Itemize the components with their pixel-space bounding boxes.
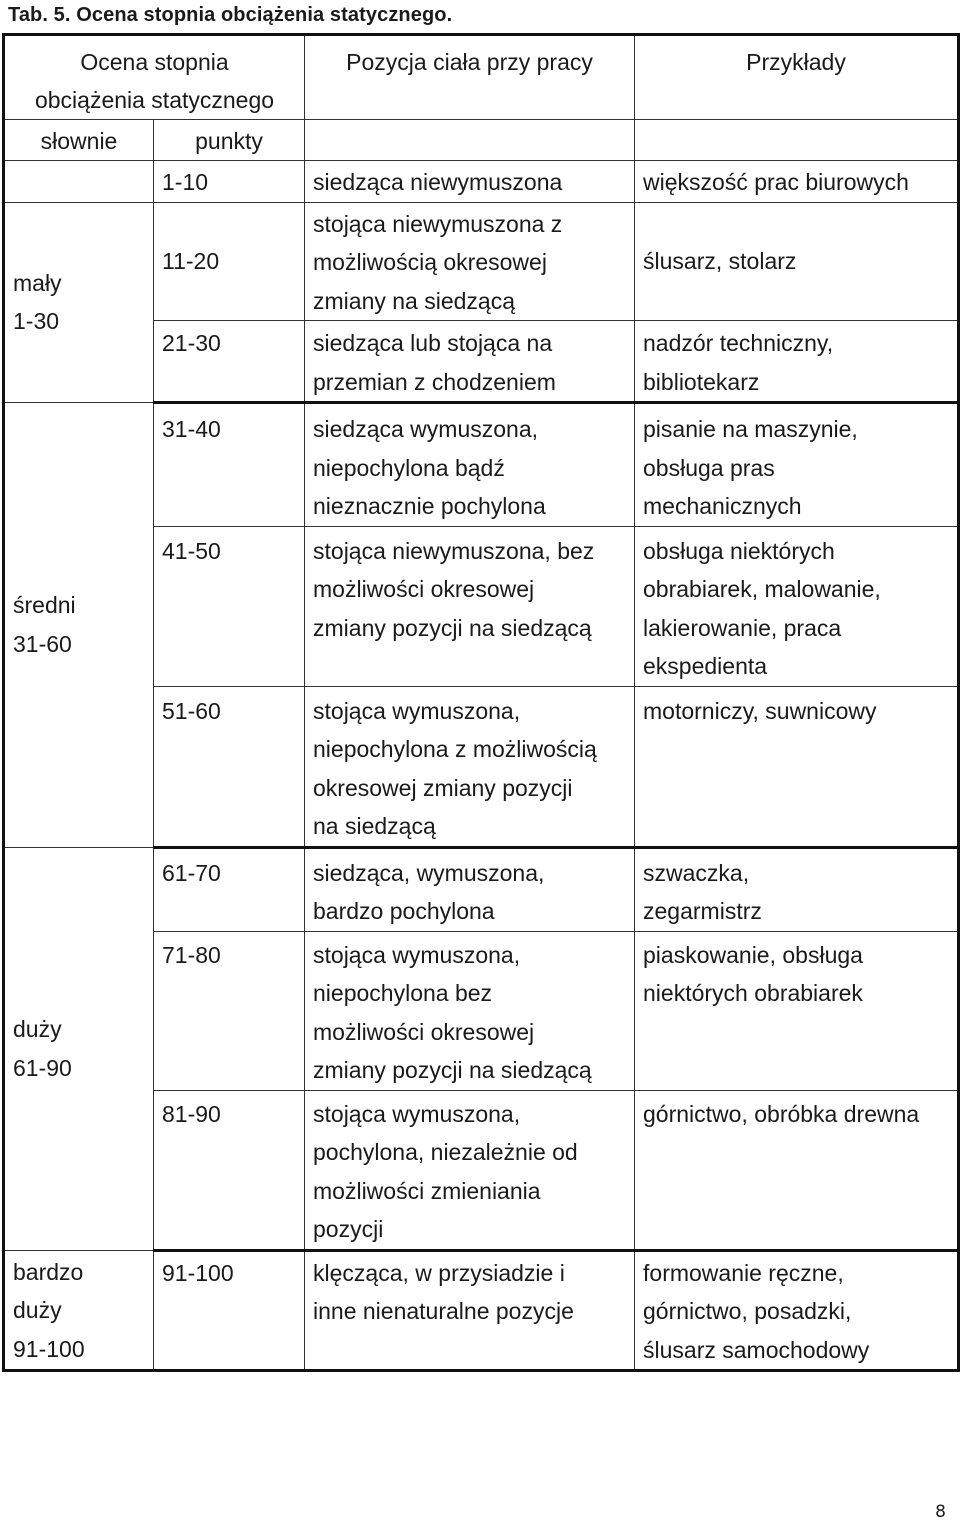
header-empty-position <box>305 120 635 161</box>
points-cell: 61-70 <box>154 847 305 931</box>
examples-cell: nadzór techniczny, bibliotekarz <box>635 321 959 403</box>
position-cell: stojąca wymuszona, niepochylona z możliwością okresowej zmiany pozycji na siedzącą <box>305 686 635 847</box>
header-position: Pozycja ciała przy pracy <box>305 35 635 120</box>
points-cell: 1-10 <box>154 161 305 203</box>
examples-cell: większość prac biurowych <box>635 161 959 203</box>
points-cell: 71-80 <box>154 931 305 1090</box>
empty-level-cell <box>4 161 154 203</box>
position-cell: stojąca niewymuszona z możliwością okresowej zmiany na siedzącą <box>305 202 635 321</box>
position-cell: stojąca niewymuszona, bez możliwości okresowej zmiany pozycji na siedzącą <box>305 526 635 686</box>
table-caption: Tab. 5. Ocena stopnia obciążenia statycznego. <box>8 4 453 26</box>
header-points: punkty <box>154 120 305 161</box>
level-cell-small: mały 1-30 <box>4 202 154 403</box>
examples-cell: pisanie na maszynie, obsługa pras mechanicznych <box>635 403 959 527</box>
static-load-table <box>2 33 960 1372</box>
level-cell-large: duży 61-90 <box>4 847 154 1250</box>
position-cell: stojąca wymuszona, pochylona, niezależnie od możliwości zmieniania pozycji <box>305 1090 635 1250</box>
position-cell: klęcząca, w przysiadzie i inne nienaturalne pozycje <box>305 1250 635 1371</box>
position-cell: siedząca wymuszona, niepochylona bądź nieznacznie pochylona <box>305 403 635 527</box>
examples-cell: motorniczy, suwnicowy <box>635 686 959 847</box>
position-cell: siedząca lub stojąca na przemian z chodzeniem <box>305 321 635 403</box>
examples-cell: obsługa niektórych obrabiarek, malowanie, lakierowanie, praca ekspedienta <box>635 526 959 686</box>
header-empty-examples <box>635 120 959 161</box>
header-rating: Ocena stopnia obciążenia statycznego <box>4 35 305 120</box>
header-verbal: słownie <box>4 120 154 161</box>
examples-cell: górnictwo, obróbka drewna <box>635 1090 959 1250</box>
points-cell: 91-100 <box>154 1250 305 1371</box>
examples-cell: piaskowanie, obsługa niektórych obrabiarek <box>635 931 959 1090</box>
points-cell: 51-60 <box>154 686 305 847</box>
page-number: 8 <box>935 1502 946 1522</box>
examples-cell: ślusarz, stolarz <box>635 202 959 321</box>
examples-cell: szwaczka, zegarmistrz <box>635 847 959 931</box>
header-examples: Przykłady <box>635 35 959 120</box>
position-cell: stojąca wymuszona, niepochylona bez możliwości okresowej zmiany pozycji na siedzącą <box>305 931 635 1090</box>
points-cell: 21-30 <box>154 321 305 403</box>
points-cell: 11-20 <box>154 202 305 321</box>
level-cell-medium: średni 31-60 <box>4 403 154 848</box>
points-cell: 81-90 <box>154 1090 305 1250</box>
points-cell: 31-40 <box>154 403 305 527</box>
level-cell-very-large: bardzo duży 91-100 <box>4 1250 154 1371</box>
position-cell: siedząca, wymuszona, bardzo pochylona <box>305 847 635 931</box>
examples-cell: formowanie ręczne, górnictwo, posadzki, ślusarz samochodowy <box>635 1250 959 1371</box>
points-cell: 41-50 <box>154 526 305 686</box>
position-cell: siedząca niewymuszona <box>305 161 635 203</box>
